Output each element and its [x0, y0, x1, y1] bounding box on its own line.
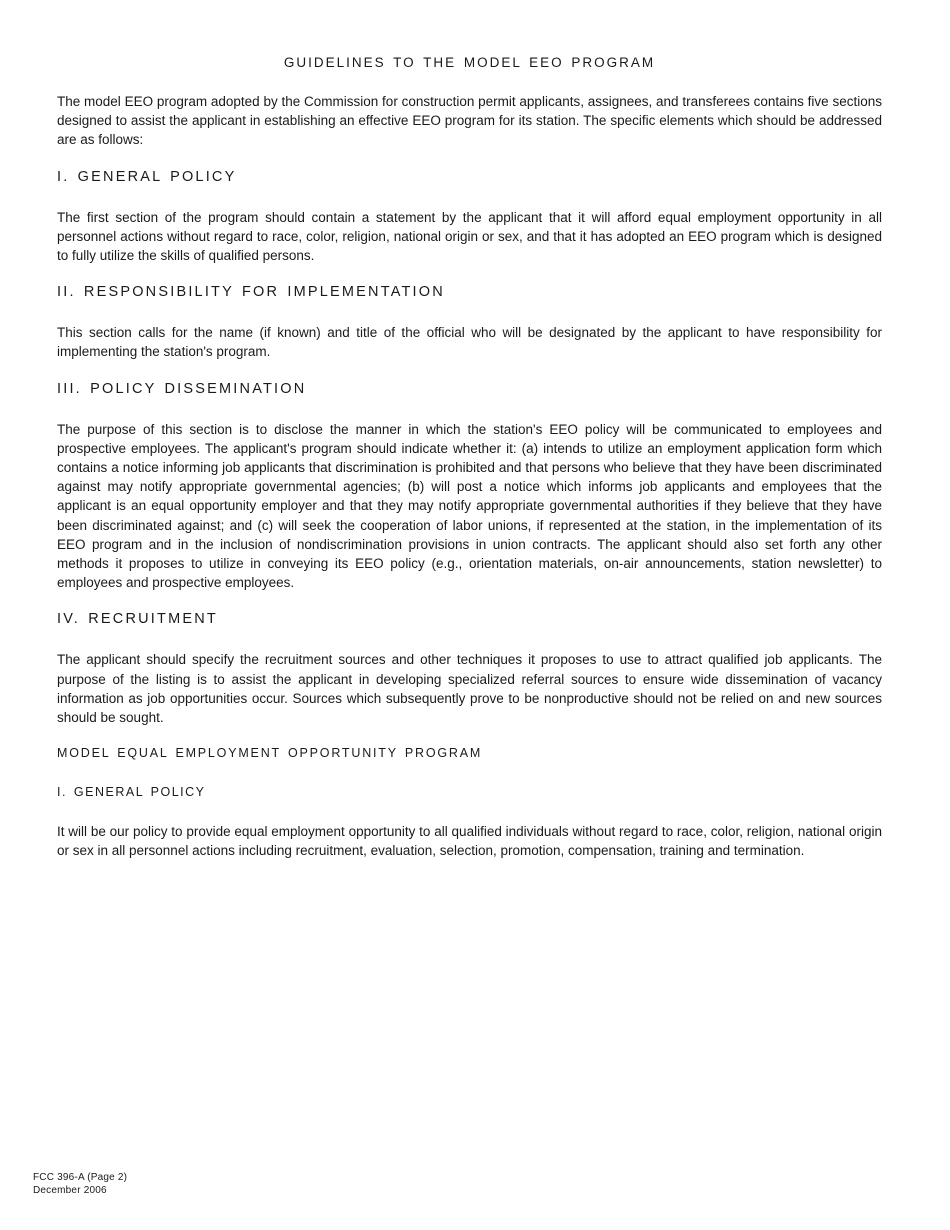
- section-body-recruitment: The applicant should specify the recruitment sources and other techniques it proposes to use to attract qualified job applicants. The purpose of the listing is to assist the applicant in developing specialized referral sources to ensure wide dissemination of vacancy information as job opportunities occur. Sources which subsequently prove to be nonproductive should not be relied on and new sources should be sought.: [57, 652, 882, 726]
- section-heading-recruitment: IV. RECRUITMENT: [57, 611, 218, 628]
- form-number: FCC 396-A (Page 2): [33, 1172, 128, 1183]
- section-body-general-policy: The first section of the program should contain a statement by the applicant that it will afford equal employment opportunity in all personnel actions without regard to race, color, religion, national origin or sex, and that it has adopted an EEO program which is designed to fully utilize the skills of qualified persons.: [57, 209, 882, 264]
- section-heading-responsibility: II. RESPONSIBILITY FOR IMPLEMENTATION: [57, 284, 445, 301]
- form-date: December 2006: [33, 1184, 107, 1196]
- section-heading-policy-dissemination: III. POLICY DISSEMINATION: [57, 380, 307, 397]
- model-program-section: [57, 747, 882, 860]
- section-general-policy: [57, 170, 882, 266]
- section-heading-general-policy: I. GENERAL POLICY: [57, 168, 237, 185]
- page-footer: [33, 1172, 127, 1197]
- section-recruitment: [57, 612, 882, 727]
- page-title: GUIDELINES TO THE MODEL EEO PROGRAM: [283, 55, 656, 70]
- section-responsibility: [57, 285, 882, 361]
- model-program-paragraph: It will be our policy to provide equal employment opportunity to all qualified individuals without regard to race, color, religion, national origin or sex in all personnel actions including recruitment, evaluation, selection, promotion, compensation, training and termination.: [57, 824, 882, 859]
- model-program-heading: MODEL EQUAL EMPLOYMENT OPPORTUNITY PROGRAM: [57, 746, 483, 761]
- section-body-policy-dissemination: The purpose of this section is to disclose the manner in which the station's EEO policy will be communicated to employees and prospective employees. The applicant's program should indicate whether it: (a) intends to utilize an employment application form which contains a notice informing job applicants that discrimination is prohibited and that persons who believe that they have been discriminated against may notify appropriate governmental agencies; (b) will post a notice which informs job applicants and employees that the applicant is an equal opportunity employer and that they may notify appropriate governmental authorities if they believe that they have been discriminated against; and (c) will seek the cooperation of labor unions, if represented at the station, in the implementation of its EEO program and in the inclusion of nondiscrimination provisions in union contracts. The applicant should also set forth any other methods it proposes to utilize in conveying its EEO policy (e.g., orientation materials, on-air announcements, station newsletter) to employees and prospective employees.: [57, 421, 882, 591]
- section-body-responsibility: This section calls for the name (if known) and title of the official who will be designated by the applicant to have responsibility for implementing the station's program.: [57, 325, 882, 360]
- section-policy-dissemination: [57, 382, 882, 593]
- intro-paragraph: The model EEO program adopted by the Commission for construction permit applicants, assignees, and transferees contains five sections designed to assist the applicant in establishing an effective EEO program for its station. The specific elements which should be addressed are as follows:: [57, 94, 882, 148]
- model-program-subheading: I. GENERAL POLICY: [57, 785, 206, 800]
